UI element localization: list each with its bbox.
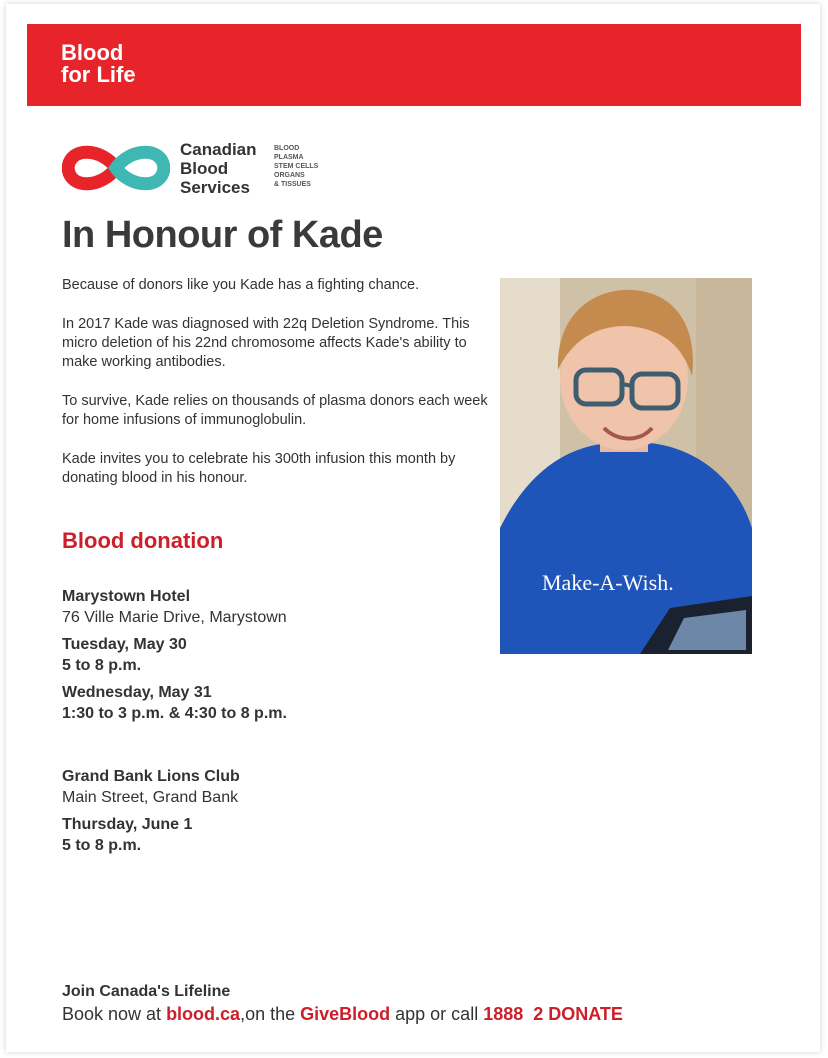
logo-word-1: Canadian bbox=[180, 140, 257, 159]
event-venue: Marystown Hotel bbox=[62, 588, 191, 605]
logo-wordmark bbox=[180, 140, 257, 197]
booking-suffix: app or call bbox=[390, 1004, 484, 1024]
intro-text bbox=[62, 276, 492, 508]
logo-tag-2: PLASMA bbox=[274, 154, 304, 161]
page-title: In Honour of Kade bbox=[62, 214, 383, 256]
phone-number: 1888 2 DONATE bbox=[483, 1004, 623, 1024]
section-title: Blood donation bbox=[62, 528, 224, 553]
intro-paragraph-4: Kade invites you to celebrate his 300th infusion this month by donating blood in his honour. bbox=[62, 451, 456, 486]
intro-paragraph-3: To survive, Kade relies on thousands of plasma donors each week for home infusions of immunoglobulin. bbox=[62, 393, 488, 428]
logo-tagline bbox=[274, 144, 318, 189]
event-address: Main Street, Grand Bank bbox=[62, 789, 239, 806]
banner-line-2: for Life bbox=[61, 62, 136, 87]
canadian-blood-services-logo bbox=[62, 140, 362, 200]
infinity-logo-icon bbox=[62, 140, 170, 196]
booking-prefix: Book now at bbox=[62, 1004, 167, 1024]
event-time: 1:30 to 3 p.m. & 4:30 to 8 p.m. bbox=[62, 705, 287, 722]
logo-tag-1: BLOOD bbox=[274, 145, 300, 152]
banner-line-1: Blood bbox=[61, 40, 124, 65]
logo-tag-4: ORGANS bbox=[274, 172, 305, 179]
event-grand-bank bbox=[62, 766, 240, 862]
app-name: GiveBlood bbox=[300, 1004, 391, 1024]
event-address: 76 Ville Marie Drive, Marystown bbox=[62, 609, 287, 626]
footer-booking-line bbox=[62, 1002, 782, 1026]
logo-tag-3: STEM CELLS bbox=[274, 163, 319, 170]
shirt-logo-text: Make-A-Wish. bbox=[542, 570, 674, 595]
website-link[interactable]: blood.ca bbox=[166, 1004, 241, 1024]
intro-paragraph-2: In 2017 Kade was diagnosed with 22q Deletion Syndrome. This micro deletion of his 22nd chromosome affects Kade's ability to make working antibodies. bbox=[62, 316, 470, 370]
event-day: Thursday, June 1 bbox=[62, 816, 193, 833]
kade-photo-illustration bbox=[500, 278, 752, 654]
booking-mid: ,on the bbox=[240, 1004, 301, 1024]
event-day: Wednesday, May 31 bbox=[62, 684, 212, 701]
event-day: Tuesday, May 30 bbox=[62, 636, 187, 653]
logo-tag-5: & TISSUES bbox=[274, 181, 311, 188]
event-marystown bbox=[62, 586, 287, 730]
intro-paragraph-1: Because of donors like you Kade has a fighting chance. bbox=[62, 277, 420, 293]
footer-tagline: Join Canada's Lifeline bbox=[62, 983, 231, 1000]
banner-title bbox=[61, 42, 136, 86]
kade-photo bbox=[500, 278, 752, 654]
event-venue: Grand Bank Lions Club bbox=[62, 768, 240, 785]
header-banner bbox=[27, 24, 801, 106]
event-time: 5 to 8 p.m. bbox=[62, 657, 142, 674]
footer bbox=[62, 982, 782, 1026]
logo-word-2: Blood bbox=[180, 159, 229, 178]
logo-word-3: Services bbox=[180, 178, 250, 197]
event-time: 5 to 8 p.m. bbox=[62, 837, 142, 854]
